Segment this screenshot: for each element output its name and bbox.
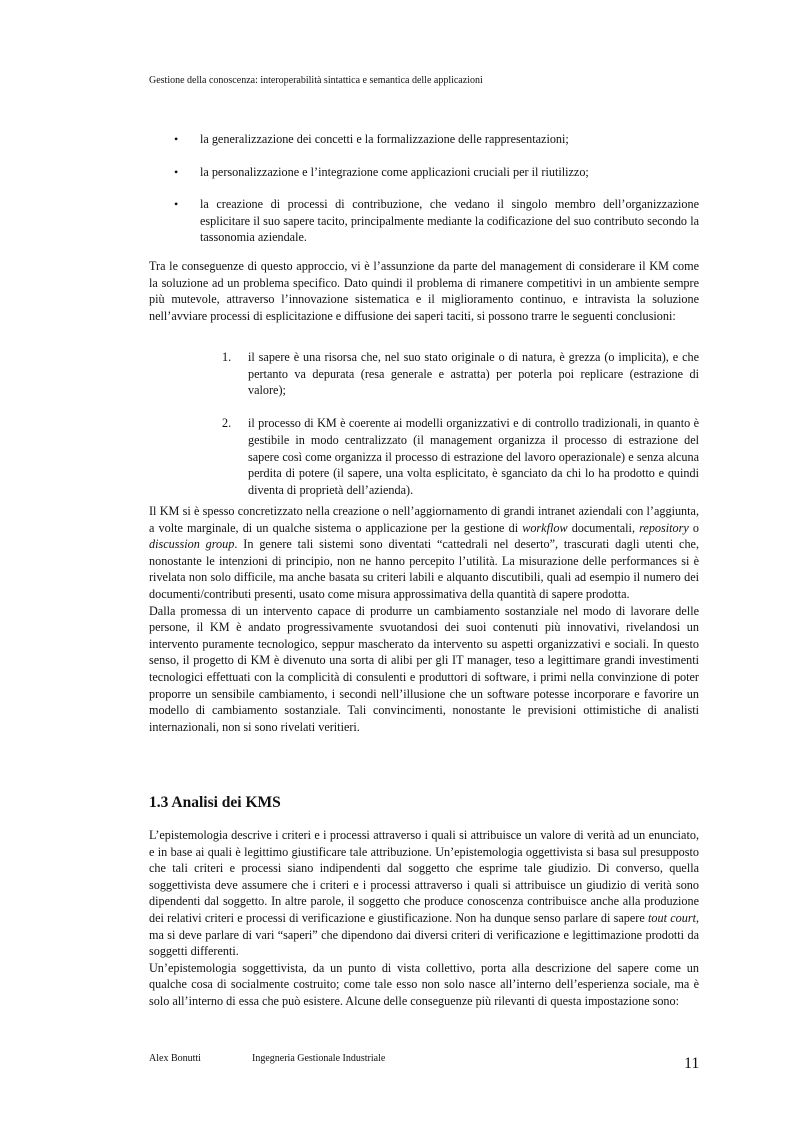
paragraph-km-intranet [149,503,699,735]
item-number: 2. [222,416,232,431]
bullet-item [149,164,699,181]
bullet-icon: • [174,197,179,212]
emphasis: discussion group [149,537,235,552]
paragraph-consequences [149,258,699,324]
footer-author: Alex Bonutti [149,1053,201,1064]
section-heading: 1.3 Analisi dei KMS [149,794,281,811]
bullet-item [149,196,699,246]
bullet-icon: • [174,164,179,179]
bullet-icon: • [174,132,179,146]
emphasis: repository [639,520,689,535]
paragraph-text: Un’epistemologia soggettivista, da un punto di vista collettivo, porta alla descrizione del sapere come un qualche cosa di socialmente costruito; come tale esso non solo nasce all’interno dell’esperienza sociale, ma è solo all’interno di essa che può esistere. Alcune delle conseguenze più rilevanti di questa impostazione sono: [149,960,699,1008]
bullet-text: la creazione di processi di contribuzione, che vedano il singolo membro dell’organizzazione esplicitare il suo sapere tacito, principalmente mediante la codificazione del suo contributo secondo la tassonomia aziendale. [200,197,699,245]
paragraph-text: Tra le conseguenze di questo approccio, vi è l’assunzione da parte del management di considerare il KM come la soluzione ad un problema specifico. Dato quindi il problema di rimanere competitivi in un ambiente sempre più mutevole, attraverso l’innovazione sistematica e il miglioramento continuo, e intravista la soluzione nell’avviare processi di esplicitazione e diffusione dei saperi taciti, si possono trarre le seguenti conclusioni: [149,259,699,323]
paragraph-text: L’epistemologia descrive i criteri e i processi attraverso i quali si attribuisce un valore di verità ad un enunciato, e in base ai quali è legittimo giustificare tale attribuzione. Un’epistemologia oggettivista si basa sul presupposto che tali criteri e processi siano indipendenti dal soggetto che esprime tale giudizio. Di converso, quella soggettivista deve assumere che i criteri e i processi attraverso i quali si attribuisce un giudizio di verità sono dipendenti dal soggetto. In altre parole, il soggetto che produce conoscenza contribuisce anche alla produzione dei relativi criteri e processi di verificazione e giustificazione. Non ha dunque senso parlare di sapere tout court, ma si deve parlare di vari “saperi” che dipendono dai diversi criteri di verificazione e legittimazione prodotti da soggetti differenti. [149,828,699,959]
page-number: 11 [684,1055,700,1072]
bullet-item [149,131,699,148]
footer-course: Ingegneria Gestionale Industriale [252,1053,386,1064]
item-number: 1. [222,350,232,364]
numbered-list [222,349,699,515]
numbered-item [222,415,699,498]
paragraph-epistemology [149,827,699,1010]
item-text: il sapere è una risorsa che, nel suo stato originale o di natura, è grezza (o implicita), e che pertanto va depurata (resa generale e astratta) per poterla poi replicare (estrazione di valore); [248,350,699,398]
running-header: Gestione della conoscenza: interoperabilità sintattica e semantica delle applicazioni [149,75,483,86]
emphasis: tout court [648,910,696,925]
paragraph-text: Dalla promessa di un intervento capace di produrre un cambiamento sostanziale nel modo di lavorare delle persone, il KM è andato progressivamente svuotandosi dei suoi contenuti più innovativi, rivelandosi un intervento puramente tecnologico, seppur mascherato da intervento su aspetti organizzativi e sociali. In questo senso, il progetto di KM è divenuto una sorta di alibi per gli IT manager, teso a legittimare grandi investimenti tecnologici effettuati con la complicità di consulenti e produttori di software, i primi nella convinzione di poter proporre un sensibile cambiamento, i secondi nell’illusione che un software potesse incorporare e favorire un modello di cambiamento sostanziale. Tali convincimenti, nonostante le previsioni ottimistiche di analisti internazionali, non si sono rivelati veritieri. [149,603,699,734]
numbered-item [222,349,699,399]
bullet-text: la generalizzazione dei concetti e la formalizzazione delle rappresentazioni; [200,132,569,146]
bullet-list [149,131,699,262]
bullet-text: la personalizzazione e l’integrazione come applicazioni cruciali per il riutilizzo; [200,164,589,179]
emphasis: workflow [522,520,568,535]
item-text: il processo di KM è coerente ai modelli organizzativi e di controllo tradizionali, in quanto è gestibile in modo centralizzato (il management organizza il processo di estrazione del sapere così come organizza il processo di estrazione del lavoro operazionale) e senza alcuna perdita di potere (il sapere, una volta esplicitato, è sganciato da chi lo ha prodotto e quindi diventa di proprietà dell’azienda). [248,416,699,497]
paragraph-text: Il KM si è spesso concretizzato nella creazione o nell’aggiornamento di grandi intranet aziendali con l’aggiunta, a volte marginale, di un qualche sistema o applicazione per la gestione di workflow documentali, repository o discussion group. In genere tali sistemi sono diventati “cattedrali nel deserto”, trascurati dagli utenti che, nonostante le intenzioni di principio, non ne hanno percepito l’utilità. La misurazione delle performances si è rivelata non solo difficile, ma anche basata su criteri labili e alquanto discutibili, quali ad esempio il numero dei documenti/contributi presenti, usato come misura approssimativa della quantità di sapere prodotta. [149,504,699,601]
